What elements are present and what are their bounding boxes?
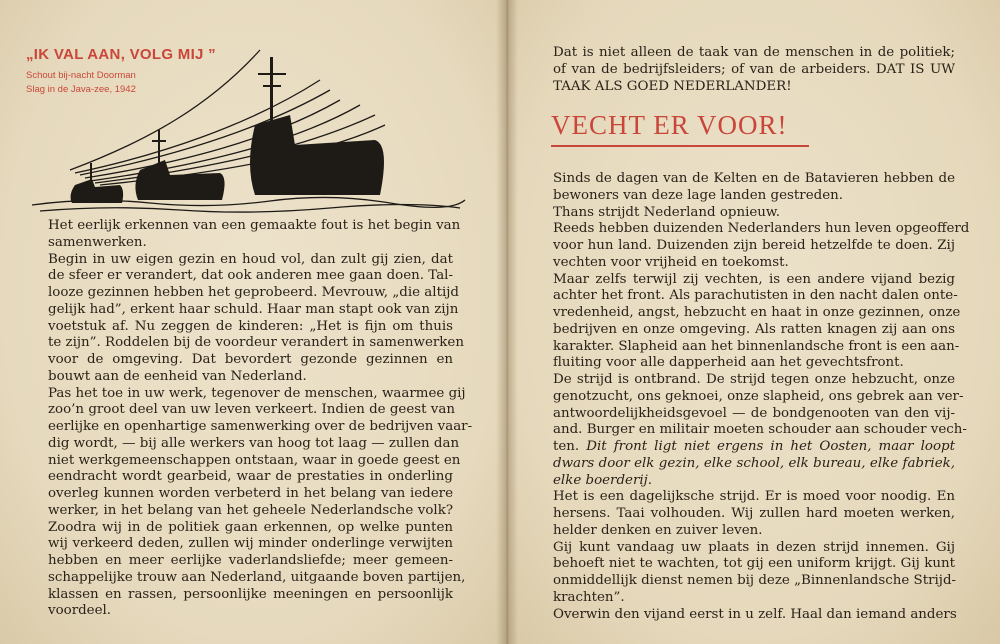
text-line: voor de omgeving. Dat bevordert gezonde gezinnen en [48,352,453,367]
text-line: of van de bedrijfsleiders; of van de arbeiders. DAT IS UW [553,61,955,77]
text-line: hersens. Taai volhouden. Wij zullen hard moeten werken, [553,506,955,521]
text-line: bouwt aan de eenheid van Nederland. [48,368,307,384]
text-line: looze gezinnen hebben het geprobeerd. Mevrouw, „die altijd [48,285,459,300]
text-line: eendracht wordt gearbeid, waar de prestaties in onderling [48,469,453,485]
text-line [553,456,955,473]
text-line: TAAK ALS GOED NEDERLANDER! [553,78,792,94]
text-line: Dat is niet alleen de taak van de menschen in de politiek; [553,45,955,60]
text-line: schappelijke trouw aan Nederland, uitgaande boven partijen, [48,569,466,585]
paragraph [553,171,955,205]
text-line: onmiddellijk dienst nemen bij deze „Binnenlandsche Strijd- [553,573,957,588]
text-line: achter het front. Als parachutisten in den nacht dalen onte- [553,288,958,304]
text-line: Begin in uw eigen gezin en houd vol, dan zult gij zien, dat [48,251,453,267]
text-line: bedrijven en onze omgeving. Als ratten knagen zij aan ons [553,321,955,337]
paragraph [48,251,464,386]
text-line: werker, in het belang van het geheele Nederlandsche volk? [48,502,453,518]
warships-illustration [30,45,470,215]
text-line: zoo’n groot deel van uw leven verkeert. Indien de geest van [48,402,455,418]
text-line: klassen en rassen, persoonlijke meeningen en persoonlijk [48,586,453,602]
paragraph [48,385,473,621]
book-spine [496,0,518,644]
text-line: voetstuk af. Nu zeggen de kinderen: „Het is fijn om thuis [48,318,453,334]
text-line: Zoodra wij in de politiek gaan erkennen, op welke punten [48,519,453,535]
text-line: Reeds hebben duizenden Nederlanders hun leven opgeofferd [553,221,970,237]
text-line: voor hun land. Duizenden zijn bereid hetzelfde te doen. Zij [553,238,955,253]
text-line: krachten”. [553,589,625,605]
text-segment: ten. [553,439,587,454]
paragraph [48,218,461,252]
text-line: karakter. Slapheid aan het binnenlandsche front is een aan- [553,338,960,354]
left-body-text [48,218,473,620]
paragraph [553,271,961,373]
attribution-battle: Slag in de Java-zee, 1942 [26,84,136,95]
text-line: eerlijke en openhartige samenwerking over de bedrijven vaar- [48,419,473,434]
text-line: Maar zelfs terwijl zij vechten, is een andere vijand bezig [553,271,955,287]
text-line [553,439,955,456]
text-line: voordeel. [48,603,112,619]
text-line: behoeft niet te wachten, tot gij een uniform krijgt. Gij kunt [553,556,955,572]
paragraph [553,221,970,271]
attribution-name: Schout bij-nacht Doorman [26,70,136,81]
text-line: Het is een dagelijksche strijd. Er is moed voor noodig. En [553,489,955,505]
paragraph [553,45,955,95]
text-line: Thans strijdt Nederland opnieuw. [553,204,781,220]
text-line [553,473,955,490]
right-page [506,0,1000,644]
text-line: samenwerken. [48,234,147,250]
text-line: Sinds de dagen van de Kelten en de Batavieren hebben de [553,171,955,186]
text-line: dig wordt, — bij alle werkers van hoog tot laag — zullen dan [48,435,460,451]
text-line: Pas het toe in uw werk, tegenover de menschen, waarmee gij [48,385,466,401]
text-line: fluiting voor alle dapperheid aan het gevechtsfront. [553,355,904,371]
text-line: and. Burger en militair moeten schouder aan schouder vech- [553,422,967,438]
text-line: gelijk had”, erkent haar schuld. Haar man stapt ook van zijn [48,301,459,317]
italic-text: elke boerderij [553,472,648,488]
intro-text [553,45,955,95]
text-line: bewoners van deze lage landen gestreden. [553,187,843,203]
text-line: niet werkgemeenschappen ontstaan, waar in goede geest en [48,452,461,468]
text-line: de sfeer er verandert, dat ook anderen mee gaan doen. Tal- [48,268,453,284]
section-heading: VECHT ER VOOR! [551,110,788,140]
text-segment: . [647,472,653,488]
text-line: Het eerlijk erkennen van een gemaakte fout is het begin van [48,218,461,233]
text-line: vredenheid, angst, hebzucht en haat in onze gezinnen, onze [553,305,961,320]
right-body-text [553,171,970,623]
paragraph [553,607,955,624]
text-line: De strijd is ontbrand. De strijd tegen onze hebzucht, onze [553,372,955,387]
text-line: Overwin den vijand eerst in u zelf. Haal dan iemand anders [553,606,957,622]
text-line: vechten voor vrijheid en toekomst. [553,254,789,270]
text-line: helder denken en zuiver leven. [553,522,763,538]
text-line: wij verkeerd deden, zullen wij minder onderlinge verwijten [48,536,453,552]
italic-text: Dit front ligt niet ergens in het Oosten, maar loopt [586,439,955,454]
text-line: hebben en meer eerlijke vaderlandsliefde; meer gemeen- [48,553,453,568]
paragraph [553,372,967,489]
text-line: antwoordelijkheidsgevoel — de bondgenooten van den vij- [553,405,955,421]
heading-underline [551,145,809,147]
motto-heading: „IK VAL AAN, VOLG MIJ ” [26,46,216,63]
paragraph [553,540,955,607]
paragraph [553,489,955,539]
text-line: overleg kunnen worden verbeterd in het belang van iedere [48,486,453,501]
text-line: genotzucht, ons geknoei, onze slapheid, ons gebrek aan ver- [553,388,964,404]
italic-text: dwars door elk gezin, elke school, elk bureau, elke fabriek, [553,455,955,471]
text-line: te zijn”. Roddelen bij de voordeur verandert in samenwerken [48,335,464,351]
paragraph [553,205,955,222]
text-line: Gij kunt vandaag uw plaats in dezen strijd innemen. Gij [553,539,955,555]
